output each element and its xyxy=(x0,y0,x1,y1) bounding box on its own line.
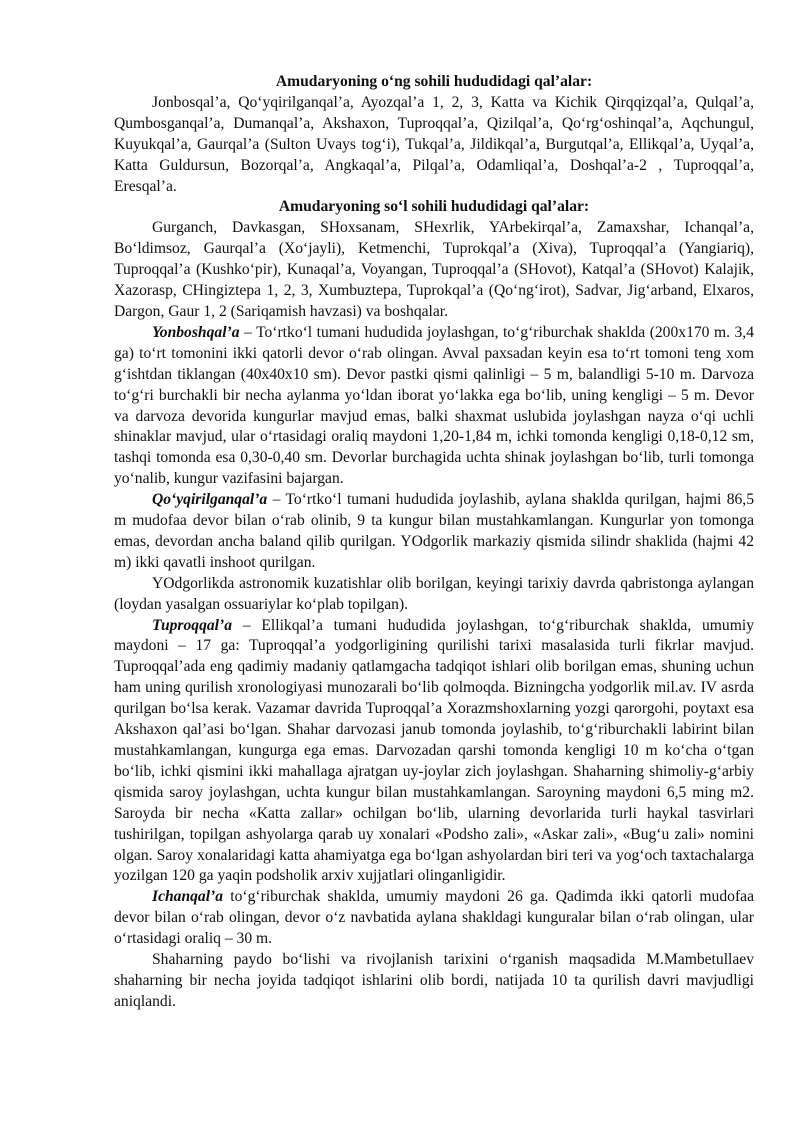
term-ichanqala: Ichanqal’a xyxy=(152,888,224,906)
paragraph-yonboshqala xyxy=(114,323,754,490)
paragraph-ichanqala xyxy=(114,887,754,950)
paragraph-closing: Shaharning paydo bo‘lishi va rivojlanish tarixini o‘rganish maqsadida M.Mambetullaev shaharning bir necha joyida tadqiqot ishlarini olib bordi, natijada 10 ta qurilish davri mavjudligi aniqlandi. xyxy=(114,951,754,1010)
heading-left-bank: Amudaryoning so‘l sohili hududidagi qal’alar: xyxy=(278,198,590,216)
paragraph-qoyqirilganqala xyxy=(114,490,754,574)
term-qoyqirilganqala: Qo‘yqirilganqal’a xyxy=(152,491,268,509)
ichanqala-description: to‘g‘riburchak shaklda, umumiy maydoni 26 ga. Qadimda ikki qatorli mudofaa devor bilan o‘rab olingan, devor o‘z navbatida aylana shakldagi kunguralar bilan o‘rab olingan, ular o‘rtasidagi oraliq – 30 m. xyxy=(114,888,754,948)
term-yonboshqala: Yonboshqal’a xyxy=(152,323,240,341)
tuproqqala-description: – Ellikqal’a tumani hududida joylashgan, to‘g‘riburchak shaklda, umumiy maydoni – 17 ga: Tuproqqal’a yodgorligining qurilishi tarixi masalasida turli fikrlar mavjud. Tuproqqal’ada eng qadimiy madaniy qatlamgacha tadqiqot ishlari olib borilgan emas, shuning uchun ham uning qurilish xronologiyasi munozarali bo‘lib qolmoqda. Bizningcha yodgorlik mil.av. IV asrda qurilgan bo‘lsa kerak. Vazamar davrida Tuproqqal’a Xorazmshoxlarning yozgi qarorgohi, poytaxt esa Akshaxon qal’asi bo‘lgan. Shahar darvozasi janub tomonda joylashib, to‘g‘riburchakli labirint bilan mustahkamlangan, kungurga ega emas. Darvozadan qarshi tomonda kengligi 10 m ko‘cha o‘tgan bo‘lib, ichki qismini ikki mahallaga ajratgan uy-joylar zich joylashgan. Shaharning shimoliy-g‘arbiy qismida saroy joylashgan, uchta kungur bilan mustahkamlangan. Saroyning maydoni 6,5 ming m2. Saroyda bir necha «Katta zallar» ochilgan bo‘lib, ularning devorlarida turli haykal tasvirlari tushirilgan, topilgan ashyolarga qarab uy xonalari «Podsho zali», «Askar zali», «Bug‘u zali» nomini olgan. Saroy xonalaridagi katta ahamiyatga ega bo‘lgan ashyolardan biri teri va yog‘och taxtachalarga yozilgan 120 ga yaqin podsholik arxiv xujjatlari olinganligidir. xyxy=(114,616,754,885)
qoyqirilganqala-description: – To‘rtko‘l tumani hududida joylashib, aylana shaklda qurilgan, hajmi 86,5 m mudofaa devor bilan o‘rab olinib, 9 ta kungur bilan mustahkamlangan. Kungurlar yon tomonga emas, devordan ancha baland qilib qurilgan. YOdgorlik markaziy qismida silindr shaklida (hajmi 42 m) ikki qavatli inshoot qurilgan. xyxy=(114,491,754,571)
right-bank-fortress-list: Jonbosqal’a, Qo‘yqirilganqal’a, Ayozqal’a 1, 2, 3, Katta va Kichik Qirqqizqal’a, Qulqal’a, Qumbosganqal’a, Dumanqal’a, Akshaxon, Tuproqqal’a, Qizilqal’a, Qo‘rg‘oshinqal’a, Aqchungul, Kuyukqal’a, Gaurqal’a (Sulton Uvays tog‘i), Tukqal’a, Jildikqal’a, Burgutqal’a, Ellikqal’a, Uyqal’a, Katta Guldursun, Bozorqal’a, Angkaqal’a, Pilqal’a, Odamliqal’a, Doshqal’a-2 , Tuproqqal’a, Eresqal’a. xyxy=(114,93,754,195)
document-page xyxy=(114,72,754,1013)
left-bank-fortress-list: Gurganch, Davkasgan, SHoxsanam, SHexrlik, YArbekirqal’a, Zamaxshar, Ichanqal’a, Bo‘ldimsoz, Gaurqal’a (Xo‘jayli), Ketmenchi, Tuprokqal’a (Xiva), Tuproqqal’a (Yangiariq), Tuproqqal’a (Kushko‘pir), Kunaqal’a, Voyangan, Tuproqqal’a (SHovot), Katqal’a (SHovot) Kalajik, Xazorasp, CHingiztepa 1, 2, 3, Xumbuztepa, Tuprokqal’a (Qo‘ng‘irot), Sadvar, Jig‘arband, Elxaros, Dargon, Gaur 1, 2 (Sariqamish havzasi) va boshqalar. xyxy=(114,219,754,320)
yonboshqala-description: – To‘rtko‘l tumani hududida joylashgan, to‘g‘riburchak shaklda (200x170 m. 3,4 ga) to‘rt tomonini ikki qatorli devor o‘rab olingan. Avval paxsadan keyin esa to‘rt tomoni teng xom g‘ishtdan tiklangan (40x40x10 sm). Devor pastki qismi qalinligi – 5 m, balandligi 5-10 m. Darvoza to‘g‘ri burchakli bir necha aylanma yo‘ldan iborat yo‘lakka ega bo‘lib, uning kengligi – 5 m. Devor va darvoza devorida kungurlar mavjud emas, balki shaxmat uslubida joylashgan nayza o‘qi uchli shinaklar mavjud, ular o‘rtasidagi oraliq maydoni 1,20-1,84 m, ichki tomonda kengligi 0,18-0,12 sm, tashqi tomonda esa 0,30-0,40 sm. Devorlar burchagida uchta shinak joylashgan bo‘lib, turli tomonga yo‘nalib, kungur vazifasini bajargan. xyxy=(114,323,754,488)
heading-right-bank: Amudaryoning o‘ng sohili hududidagi qal’alar: xyxy=(275,73,593,90)
paragraph-tuproqqala xyxy=(114,616,754,888)
paragraph-astronomical: YOdgorlikda astronomik kuzatishlar olib borilgan, keyingi tarixiy davrda qabristonga aylangan (loydan yasalgan ossuariylar ko‘plab topilgan). xyxy=(114,574,754,613)
term-tuproqqala: Tuproqqal’a xyxy=(152,616,232,634)
